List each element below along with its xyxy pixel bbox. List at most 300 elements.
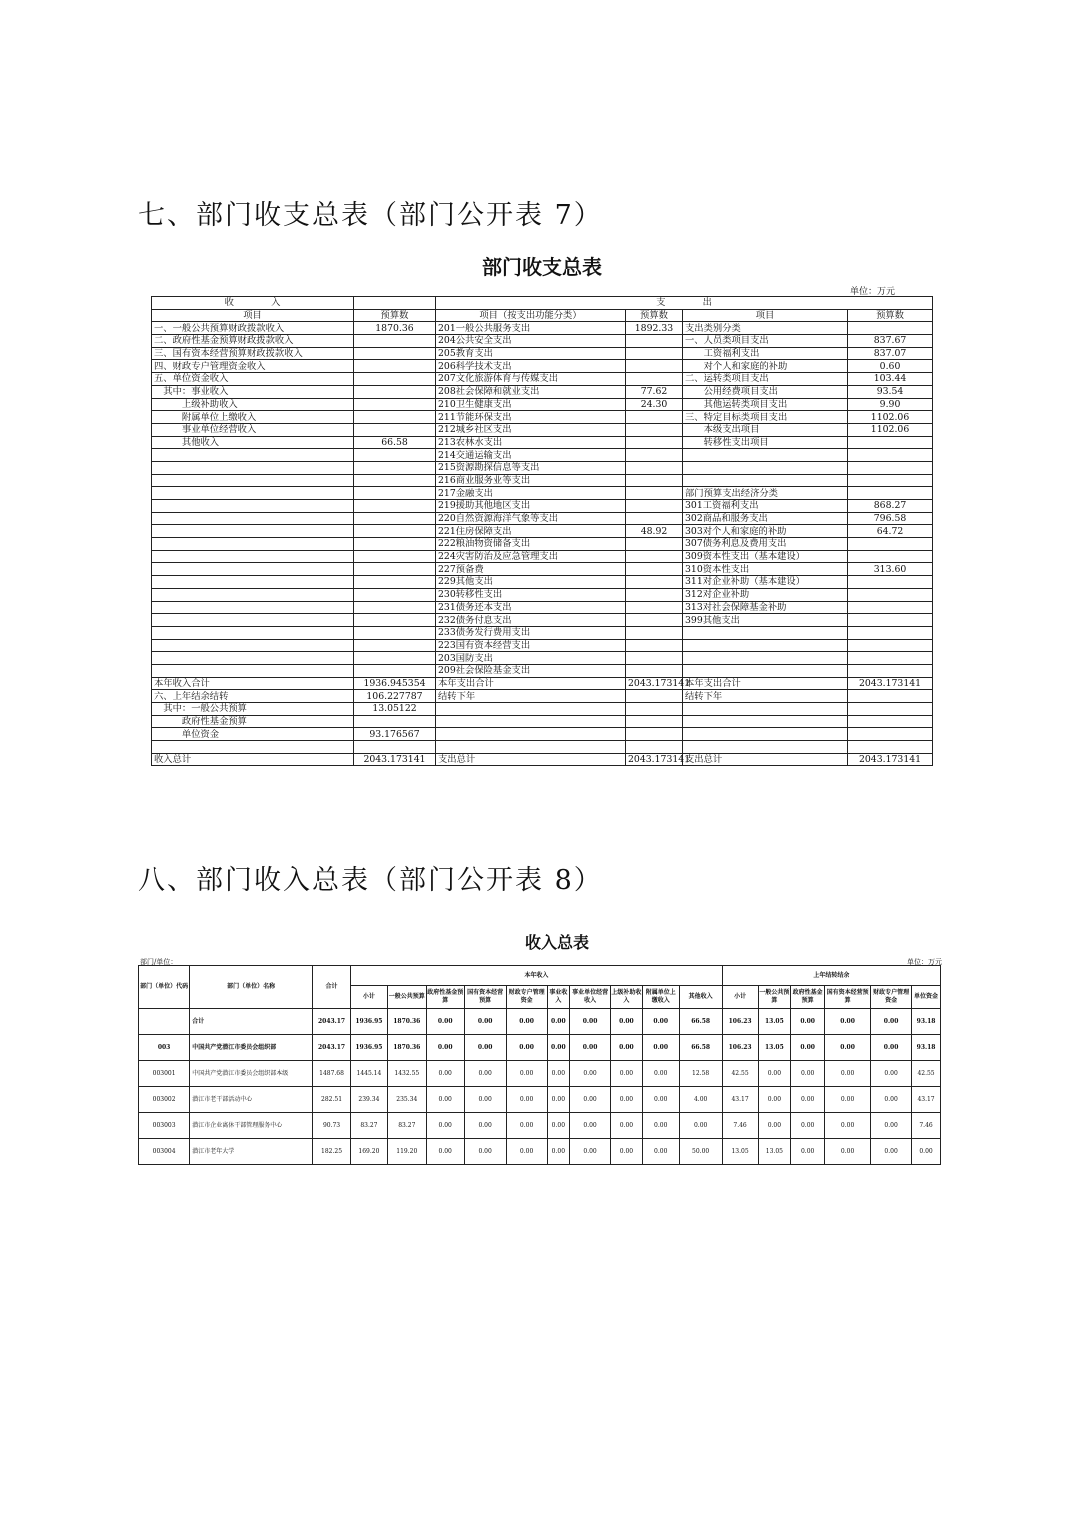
income-amount [354, 335, 436, 348]
table7-head-row2 [152, 309, 933, 322]
table8-unit: 单位：万元 [907, 958, 942, 966]
income-amount [354, 576, 436, 589]
table7-row [152, 715, 933, 728]
category-item [683, 639, 848, 652]
function-amount [626, 626, 683, 639]
table8-row [139, 1087, 941, 1113]
amount-cell: 0.00 [871, 1087, 912, 1113]
amount-cell: 0.00 [611, 1139, 643, 1165]
table7-row [152, 550, 933, 563]
income-item [152, 550, 354, 563]
amount-cell: 0.00 [642, 1061, 679, 1087]
income-amount [354, 347, 436, 360]
income-item: 四、财政专户管理资金收入 [152, 360, 354, 373]
income-amount [354, 512, 436, 525]
category-amount: 0.60 [848, 360, 933, 373]
category-item: 302商品和服务支出 [683, 512, 848, 525]
table7-row [152, 614, 933, 627]
category-amount [848, 576, 933, 589]
amount-cell: 0.00 [871, 1035, 912, 1061]
category-item [683, 474, 848, 487]
function-item: 227预备费 [436, 563, 626, 576]
amount-cell: 0.00 [547, 1087, 570, 1113]
amount-cell: 0.00 [506, 1009, 547, 1035]
income-item [152, 500, 354, 513]
amount-cell: 235.34 [387, 1087, 426, 1113]
amount-cell: 0.00 [464, 1009, 506, 1035]
category-item [683, 741, 848, 754]
category-amount [848, 322, 933, 335]
function-amount [626, 411, 683, 424]
this-year-col-header: 小计 [350, 986, 387, 1009]
category-amount [848, 690, 933, 703]
income-item [152, 576, 354, 589]
table8-title: 收入总表 [524, 933, 589, 952]
category-item: 312对企业补助 [683, 588, 848, 601]
table8-row [139, 1139, 941, 1165]
amount-cell: 282.51 [313, 1087, 351, 1113]
income-amount [354, 500, 436, 513]
function-item: 本年支出合计 [436, 677, 626, 690]
income-amount [354, 449, 436, 462]
amount-cell: 13.05 [722, 1139, 758, 1165]
category-item: 二、运转类项目支出 [683, 373, 848, 386]
function-item: 229其他支出 [436, 576, 626, 589]
category-item: 311对企业补助（基本建设） [683, 576, 848, 589]
section7-heading: 七、部门收支总表（部门公开表 7） [138, 200, 603, 231]
function-amount [626, 347, 683, 360]
category-amount: 868.27 [848, 500, 933, 513]
amount-cell: 2043.17 [313, 1035, 351, 1061]
income-item [152, 652, 354, 665]
col-header: 预算数 [848, 309, 933, 322]
function-amount [626, 436, 683, 449]
category-amount: 64.72 [848, 525, 933, 538]
function-amount [626, 500, 683, 513]
amount-cell: 0.00 [547, 1061, 570, 1087]
amount-cell: 119.20 [387, 1139, 426, 1165]
amount-cell: 0.00 [547, 1035, 570, 1061]
amount-cell: 0.00 [825, 1087, 871, 1113]
amount-cell: 7.46 [912, 1113, 941, 1139]
amount-cell: 0.00 [547, 1139, 570, 1165]
amount-cell: 90.73 [313, 1113, 351, 1139]
category-item: 支出类别分类 [683, 322, 848, 335]
function-item: 232债务付息支出 [436, 614, 626, 627]
table7-row [152, 449, 933, 462]
category-item [683, 728, 848, 741]
category-item: 公用经费项目支出 [683, 385, 848, 398]
function-item: 208社会保障和就业支出 [436, 385, 626, 398]
function-amount: 24.30 [626, 398, 683, 411]
table7-row [152, 576, 933, 589]
category-amount [848, 728, 933, 741]
income-item [152, 525, 354, 538]
table7-unit: 单位：万元 [850, 287, 896, 297]
category-amount [848, 588, 933, 601]
function-item: 224灾害防治及应急管理支出 [436, 550, 626, 563]
category-item: 本级支出项目 [683, 423, 848, 436]
category-amount: 796.58 [848, 512, 933, 525]
category-item: 三、特定目标类项目支出 [683, 411, 848, 424]
amount-cell: 0.00 [871, 1009, 912, 1035]
function-item [436, 703, 626, 716]
function-item: 216商业服务业等支出 [436, 474, 626, 487]
income-item [152, 461, 354, 474]
function-amount: 77.62 [626, 385, 683, 398]
amount-cell: 0.00 [825, 1035, 871, 1061]
function-item: 222粮油物资储备支出 [436, 538, 626, 551]
amount-cell: 0.00 [758, 1061, 791, 1087]
amount-cell: 1936.95 [350, 1009, 387, 1035]
category-item [683, 626, 848, 639]
function-item: 220自然资源海洋气象等支出 [436, 512, 626, 525]
category-amount [848, 449, 933, 462]
amount-cell: 182.25 [313, 1139, 351, 1165]
function-item: 201一般公共服务支出 [436, 322, 626, 335]
amount-cell: 0.00 [642, 1139, 679, 1165]
amount-cell: 0.00 [611, 1113, 643, 1139]
table7-row [152, 474, 933, 487]
category-item: 结转下年 [683, 690, 848, 703]
amount-cell: 0.00 [426, 1113, 464, 1139]
income-amount [354, 385, 436, 398]
function-item: 223国有资本经营支出 [436, 639, 626, 652]
category-item [683, 664, 848, 677]
income-item [152, 563, 354, 576]
dept-label: 部门/单位： [140, 958, 178, 966]
income-amount [354, 601, 436, 614]
income-amount [354, 525, 436, 538]
table7-row [152, 512, 933, 525]
last-year-col-header: 一般公共预算 [758, 986, 791, 1009]
amount-cell: 0.00 [791, 1087, 825, 1113]
amount-cell: 0.00 [611, 1035, 643, 1061]
category-amount [848, 614, 933, 627]
function-item: 203国防支出 [436, 652, 626, 665]
category-amount: 1102.06 [848, 423, 933, 436]
income-item [152, 512, 354, 525]
function-item [436, 715, 626, 728]
income-amount [354, 626, 436, 639]
category-item: 399其他支出 [683, 614, 848, 627]
dept-code [139, 1009, 190, 1035]
amount-cell: 83.27 [350, 1113, 387, 1139]
amount-cell: 1870.36 [387, 1009, 426, 1035]
category-item: 303对个人和家庭的补助 [683, 525, 848, 538]
table7-row [152, 563, 933, 576]
amount-cell: 0.00 [791, 1035, 825, 1061]
table7-row [152, 487, 933, 500]
this-year-col-header: 政府性基金预算 [426, 986, 464, 1009]
category-amount [848, 639, 933, 652]
amount-cell: 0.00 [570, 1113, 611, 1139]
income-amount [354, 715, 436, 728]
amount-cell: 0.00 [825, 1139, 871, 1165]
amount-cell: 0.00 [611, 1087, 643, 1113]
table7-row [152, 703, 933, 716]
last-year-col-header: 国有资本经营预算 [825, 986, 871, 1009]
income-item: 二、政府性基金预算财政拨款收入 [152, 335, 354, 348]
amount-cell: 0.00 [679, 1113, 722, 1139]
amount-cell: 0.00 [547, 1009, 570, 1035]
income-amount [354, 423, 436, 436]
category-item: 工资福利支出 [683, 347, 848, 360]
amount-cell: 0.00 [426, 1035, 464, 1061]
amount-cell: 83.27 [387, 1113, 426, 1139]
code-header: 部门（单位）代码 [139, 966, 190, 1009]
income-amount [354, 550, 436, 563]
amount-cell: 0.00 [642, 1113, 679, 1139]
category-item: 本年支出合计 [683, 677, 848, 690]
category-amount: 2043.173141 [848, 753, 933, 766]
income-amount [354, 487, 436, 500]
col-header: 预算数 [354, 309, 436, 322]
income-item: 事业单位经营收入 [152, 423, 354, 436]
amount-cell: 0.00 [642, 1009, 679, 1035]
amount-cell: 0.00 [912, 1139, 941, 1165]
category-item [683, 715, 848, 728]
amount-cell: 0.00 [791, 1061, 825, 1087]
amount-cell: 239.34 [350, 1087, 387, 1113]
this-year-col-header: 事业单位经营收入 [570, 986, 611, 1009]
income-item [152, 614, 354, 627]
amount-cell: 43.17 [912, 1087, 941, 1113]
function-amount [626, 563, 683, 576]
table7-row [152, 741, 933, 754]
dept-code: 003004 [139, 1139, 190, 1165]
category-item: 313对社会保障基金补助 [683, 601, 848, 614]
function-amount [626, 487, 683, 500]
income-item [152, 487, 354, 500]
function-amount [626, 423, 683, 436]
amount-cell: 0.00 [506, 1061, 547, 1087]
income-amount [354, 639, 436, 652]
amount-cell: 0.00 [570, 1087, 611, 1113]
function-amount [626, 639, 683, 652]
col-header: 项目 [683, 309, 848, 322]
amount-cell: 0.00 [758, 1087, 791, 1113]
function-item [436, 728, 626, 741]
amount-cell: 0.00 [547, 1113, 570, 1139]
income-summary-table [138, 965, 941, 1165]
category-amount [848, 487, 933, 500]
amount-cell: 0.00 [825, 1061, 871, 1087]
function-item: 210卫生健康支出 [436, 398, 626, 411]
category-amount [848, 601, 933, 614]
amount-cell: 0.00 [758, 1113, 791, 1139]
income-item [152, 601, 354, 614]
table7-row [152, 601, 933, 614]
amount-cell: 0.00 [611, 1009, 643, 1035]
function-amount [626, 741, 683, 754]
function-amount [626, 360, 683, 373]
amount-cell: 50.00 [679, 1139, 722, 1165]
table7-row [152, 360, 933, 373]
amount-cell: 106.23 [722, 1009, 758, 1035]
amount-cell: 0.00 [825, 1009, 871, 1035]
income-amount [354, 614, 436, 627]
category-item: 307债务利息及费用支出 [683, 538, 848, 551]
income-amount [354, 664, 436, 677]
category-item: 310资本性支出 [683, 563, 848, 576]
income-amount: 2043.173141 [354, 753, 436, 766]
table7-row [152, 322, 933, 335]
amount-cell: 0.00 [642, 1087, 679, 1113]
category-amount [848, 550, 933, 563]
income-header: 收 入 [152, 297, 354, 310]
income-item: 本年收入合计 [152, 677, 354, 690]
function-item: 213农林水支出 [436, 436, 626, 449]
category-amount [848, 664, 933, 677]
amount-cell: 66.58 [679, 1035, 722, 1061]
income-item: 其他收入 [152, 436, 354, 449]
category-amount [848, 715, 933, 728]
category-amount: 103.44 [848, 373, 933, 386]
amount-cell: 12.58 [679, 1061, 722, 1087]
category-amount [848, 461, 933, 474]
table7-row [152, 652, 933, 665]
dept-name: 潜江市老干部活动中心 [190, 1087, 313, 1113]
this-year-col-header: 其他收入 [679, 986, 722, 1009]
function-amount [626, 728, 683, 741]
amount-cell: 0.00 [570, 1009, 611, 1035]
amount-cell: 2043.17 [313, 1009, 351, 1035]
amount-cell: 0.00 [570, 1139, 611, 1165]
amount-cell: 1432.55 [387, 1061, 426, 1087]
table7-row [152, 588, 933, 601]
col-header: 预算数 [626, 309, 683, 322]
col-header: 项目 [152, 309, 354, 322]
dept-code: 003001 [139, 1061, 190, 1087]
amount-cell: 1870.36 [387, 1035, 426, 1061]
expense-header: 支 出 [436, 297, 933, 310]
this-year-col-header: 财政专户管理资金 [506, 986, 547, 1009]
amount-cell: 7.46 [722, 1113, 758, 1139]
table8-head-row1 [139, 966, 941, 986]
table7-row [152, 436, 933, 449]
amount-cell: 0.00 [426, 1087, 464, 1113]
function-amount [626, 690, 683, 703]
last-year-col-header: 小计 [722, 986, 758, 1009]
function-item: 217金融支出 [436, 487, 626, 500]
function-item: 214交通运输支出 [436, 449, 626, 462]
income-amount [354, 652, 436, 665]
table8-row [139, 1113, 941, 1139]
table7-head-row1 [152, 297, 933, 310]
table7-row [152, 677, 933, 690]
amount-cell: 43.17 [722, 1087, 758, 1113]
income-item [152, 664, 354, 677]
amount-cell: 0.00 [506, 1139, 547, 1165]
amount-cell: 1445.14 [350, 1061, 387, 1087]
amount-cell: 93.18 [912, 1035, 941, 1061]
amount-cell: 42.55 [912, 1061, 941, 1087]
amount-cell: 0.00 [825, 1113, 871, 1139]
amount-cell: 0.00 [464, 1087, 506, 1113]
amount-cell: 0.00 [464, 1035, 506, 1061]
amount-cell: 0.00 [871, 1113, 912, 1139]
category-amount: 313.60 [848, 563, 933, 576]
amount-cell: 0.00 [506, 1087, 547, 1113]
function-item: 233债务发行费用支出 [436, 626, 626, 639]
function-amount [626, 601, 683, 614]
income-item: 单位资金 [152, 728, 354, 741]
table7-row [152, 461, 933, 474]
amount-cell: 0.00 [506, 1113, 547, 1139]
function-item: 207文化旅游体育与传媒支出 [436, 373, 626, 386]
dept-name: 潜江市企业离休干部管理服务中心 [190, 1113, 313, 1139]
income-item [152, 474, 354, 487]
amount-cell: 0.00 [791, 1009, 825, 1035]
function-amount [626, 614, 683, 627]
dept-code: 003003 [139, 1113, 190, 1139]
table7-row [152, 411, 933, 424]
income-amount: 106.227787 [354, 690, 436, 703]
category-item: 301工资福利支出 [683, 500, 848, 513]
this-year-col-header: 事业收入 [547, 986, 570, 1009]
function-amount: 48.92 [626, 525, 683, 538]
category-amount: 93.54 [848, 385, 933, 398]
amount-cell: 0.00 [871, 1139, 912, 1165]
category-amount: 837.07 [848, 347, 933, 360]
last-year-col-header: 财政专户管理资金 [871, 986, 912, 1009]
function-amount [626, 335, 683, 348]
category-item: 对个人和家庭的补助 [683, 360, 848, 373]
income-amount [354, 538, 436, 551]
income-item: 上级补助收入 [152, 398, 354, 411]
table8-row [139, 1009, 941, 1035]
function-item [436, 741, 626, 754]
dept-name: 中国共产党潜江市委员会组织部 [190, 1035, 313, 1061]
amount-cell: 0.00 [426, 1009, 464, 1035]
income-item: 政府性基金预算 [152, 715, 354, 728]
category-item: 其他运转类项目支出 [683, 398, 848, 411]
income-amount: 13.05122 [354, 703, 436, 716]
function-amount [626, 449, 683, 462]
category-amount [848, 474, 933, 487]
table7-row [152, 347, 933, 360]
table7-row [152, 335, 933, 348]
income-amount [354, 411, 436, 424]
amount-cell: 0.00 [426, 1061, 464, 1087]
name-header: 部门（单位）名称 [190, 966, 313, 1009]
amount-cell: 66.58 [679, 1009, 722, 1035]
amount-cell: 93.18 [912, 1009, 941, 1035]
function-item: 211节能环保支出 [436, 411, 626, 424]
category-amount: 2043.173141 [848, 677, 933, 690]
income-item: 其中：事业收入 [152, 385, 354, 398]
amount-cell: 1936.95 [350, 1035, 387, 1061]
function-amount [626, 512, 683, 525]
dept-code: 003 [139, 1035, 190, 1061]
category-item: 309资本性支出（基本建设） [683, 550, 848, 563]
amount-cell: 0.00 [464, 1061, 506, 1087]
function-amount [626, 715, 683, 728]
function-amount [626, 703, 683, 716]
function-amount [626, 373, 683, 386]
income-item: 收入总计 [152, 753, 354, 766]
function-item: 结转下年 [436, 690, 626, 703]
income-amount [354, 461, 436, 474]
category-item: 一、人员类项目支出 [683, 335, 848, 348]
table7-row [152, 538, 933, 551]
category-item [683, 652, 848, 665]
col-header: 项目（按支出功能分类） [436, 309, 626, 322]
this-year-col-header: 附属单位上缴收入 [642, 986, 679, 1009]
amount-cell: 0.00 [611, 1061, 643, 1087]
function-item: 支出总计 [436, 753, 626, 766]
